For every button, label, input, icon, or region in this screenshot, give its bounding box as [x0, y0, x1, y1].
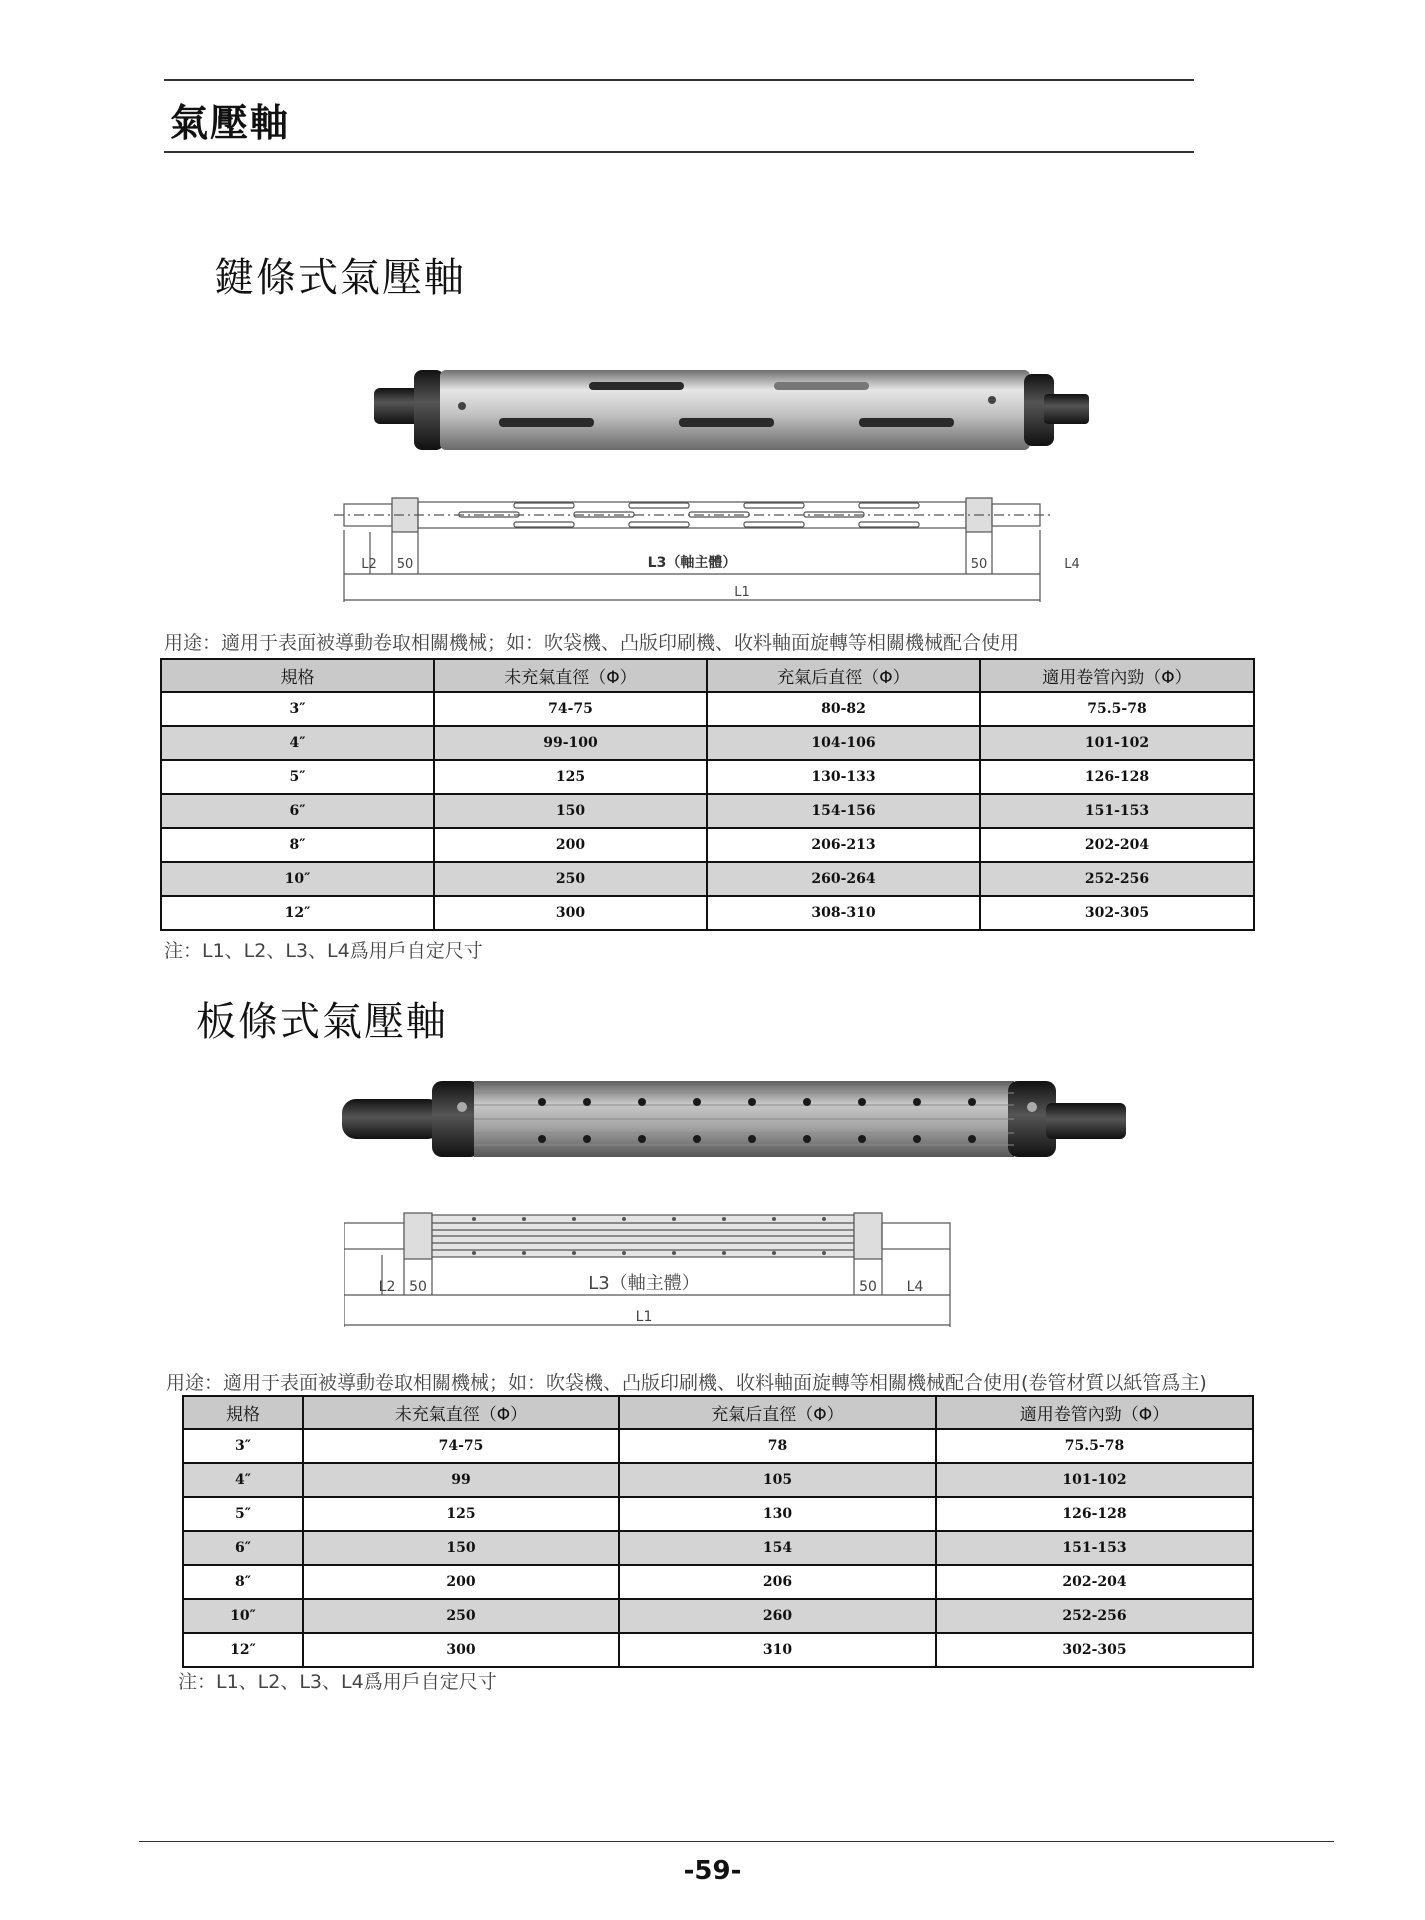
- table-row: [161, 692, 1254, 726]
- slat-shaft-photo: [342, 1075, 1132, 1165]
- table-cell: 125: [434, 760, 707, 794]
- table-header-row: [183, 1396, 1253, 1429]
- table-cell: 206: [619, 1565, 936, 1599]
- label-l1: L1: [734, 585, 750, 600]
- table-row: [183, 1599, 1253, 1633]
- slat-shaft-drawing: [344, 1205, 1144, 1335]
- table-cell: 154-156: [707, 794, 980, 828]
- page-title: 氣壓軸: [170, 101, 291, 145]
- table-cell: 200: [303, 1565, 619, 1599]
- note-text-keyed: 注：L1、L2、L3、L4爲用戶自定尺寸: [164, 940, 483, 962]
- table-cell: 151-153: [980, 794, 1254, 828]
- table-row: [183, 1429, 1253, 1463]
- table-cell: 12″: [161, 896, 434, 930]
- table-cell: 308-310: [707, 896, 980, 930]
- table-cell: 75.5-78: [980, 692, 1254, 726]
- table-cell: 74-75: [303, 1429, 619, 1463]
- table-cell: 300: [303, 1633, 619, 1667]
- page: [24, 0, 1414, 1920]
- table-cell: 10″: [183, 1599, 303, 1633]
- table-cell: 130-133: [707, 760, 980, 794]
- table-row: [161, 862, 1254, 896]
- table-cell: 101-102: [936, 1463, 1253, 1497]
- table-cell: 300: [434, 896, 707, 930]
- keyed-shaft-photo: [374, 360, 1094, 460]
- table-cell: 5″: [183, 1497, 303, 1531]
- label-l1: L1: [635, 1309, 653, 1325]
- table-cell: 99-100: [434, 726, 707, 760]
- table-cell: 4″: [183, 1463, 303, 1497]
- table-cell: 6″: [183, 1531, 303, 1565]
- table-cell: 101-102: [980, 726, 1254, 760]
- table-cell: 302-305: [936, 1633, 1253, 1667]
- column-header: 規格: [161, 659, 434, 692]
- table-row: [183, 1463, 1253, 1497]
- table-row: [183, 1633, 1253, 1667]
- column-header: 未充氣直徑（Φ）: [303, 1396, 619, 1429]
- table-cell: 125: [303, 1497, 619, 1531]
- column-header: 充氣后直徑（Φ）: [619, 1396, 936, 1429]
- note-text-slat: 注：L1、L2、L3、L4爲用戶自定尺寸: [178, 1671, 497, 1693]
- column-header: 適用卷管內勁（Φ）: [936, 1396, 1253, 1429]
- title-underline: [164, 151, 1194, 153]
- table-cell: 310: [619, 1633, 936, 1667]
- table-row: [183, 1497, 1253, 1531]
- table-cell: 302-305: [980, 896, 1254, 930]
- table-cell: 252-256: [980, 862, 1254, 896]
- table-cell: 8″: [183, 1565, 303, 1599]
- page-number: -59-: [683, 1856, 742, 1886]
- keyed-shaft-drawing: [334, 490, 1134, 610]
- table-cell: 80-82: [707, 692, 980, 726]
- table-cell: 8″: [161, 828, 434, 862]
- table-cell: 250: [434, 862, 707, 896]
- label-l2: L2: [378, 1279, 396, 1295]
- table-cell: 260: [619, 1599, 936, 1633]
- table-cell: 12″: [183, 1633, 303, 1667]
- table-cell: 75.5-78: [936, 1429, 1253, 1463]
- table-cell: 78: [619, 1429, 936, 1463]
- label-l3: L3（軸主體）: [588, 1273, 700, 1294]
- table-row: [161, 760, 1254, 794]
- table-cell: 150: [434, 794, 707, 828]
- label-l4: L4: [1064, 557, 1080, 572]
- usage-text-slat: 用途：適用于表面被導動卷取相關機械；如：吹袋機、凸版印刷機、收料軸面旋轉等相關機械配合使用(卷管材質以紙管爲主): [166, 1372, 1207, 1394]
- table-cell: 151-153: [936, 1531, 1253, 1565]
- table-cell: 99: [303, 1463, 619, 1497]
- table-cell: 150: [303, 1531, 619, 1565]
- table-cell: 200: [434, 828, 707, 862]
- table-cell: 74-75: [434, 692, 707, 726]
- table-cell: 202-204: [936, 1565, 1253, 1599]
- label-50-right: 50: [859, 1279, 877, 1295]
- label-l3: L3（軸主體）: [647, 555, 737, 571]
- table-cell: 5″: [161, 760, 434, 794]
- spec-table-slat: [182, 1395, 1254, 1668]
- top-rule: [164, 79, 1194, 81]
- table-cell: 206-213: [707, 828, 980, 862]
- label-l2: L2: [361, 557, 377, 572]
- footer-rule: [139, 1841, 1334, 1842]
- table-row: [183, 1531, 1253, 1565]
- spec-table-keyed: [160, 658, 1255, 931]
- table-row: [161, 896, 1254, 930]
- section-title-keyed-shaft: 鍵條式氣壓軸: [214, 255, 466, 301]
- table-cell: 3″: [161, 692, 434, 726]
- column-header: 未充氣直徑（Φ）: [434, 659, 707, 692]
- section-title-slat-shaft: 板條式氣壓軸: [196, 999, 448, 1045]
- column-header: 規格: [183, 1396, 303, 1429]
- table-cell: 10″: [161, 862, 434, 896]
- table-cell: 202-204: [980, 828, 1254, 862]
- table-cell: 126-128: [936, 1497, 1253, 1531]
- table-header-row: [161, 659, 1254, 692]
- table-row: [183, 1565, 1253, 1599]
- table-cell: 130: [619, 1497, 936, 1531]
- table-row: [161, 828, 1254, 862]
- table-cell: 104-106: [707, 726, 980, 760]
- table-row: [161, 794, 1254, 828]
- table-cell: 260-264: [707, 862, 980, 896]
- column-header: 適用卷管內勁（Φ）: [980, 659, 1254, 692]
- table-cell: 105: [619, 1463, 936, 1497]
- table-cell: 6″: [161, 794, 434, 828]
- table-cell: 126-128: [980, 760, 1254, 794]
- usage-text-keyed: 用途：適用于表面被導動卷取相關機械；如：吹袋機、凸版印刷機、收料軸面旋轉等相關機械配合使用: [164, 632, 1020, 654]
- label-50-right: 50: [970, 557, 988, 572]
- label-50-left: 50: [396, 557, 414, 572]
- table-cell: 154: [619, 1531, 936, 1565]
- column-header: 充氣后直徑（Φ）: [707, 659, 980, 692]
- table-row: [161, 726, 1254, 760]
- table-cell: 252-256: [936, 1599, 1253, 1633]
- label-l4: L4: [906, 1279, 924, 1295]
- table-cell: 3″: [183, 1429, 303, 1463]
- table-cell: 250: [303, 1599, 619, 1633]
- table-cell: 4″: [161, 726, 434, 760]
- label-50-left: 50: [409, 1279, 427, 1295]
